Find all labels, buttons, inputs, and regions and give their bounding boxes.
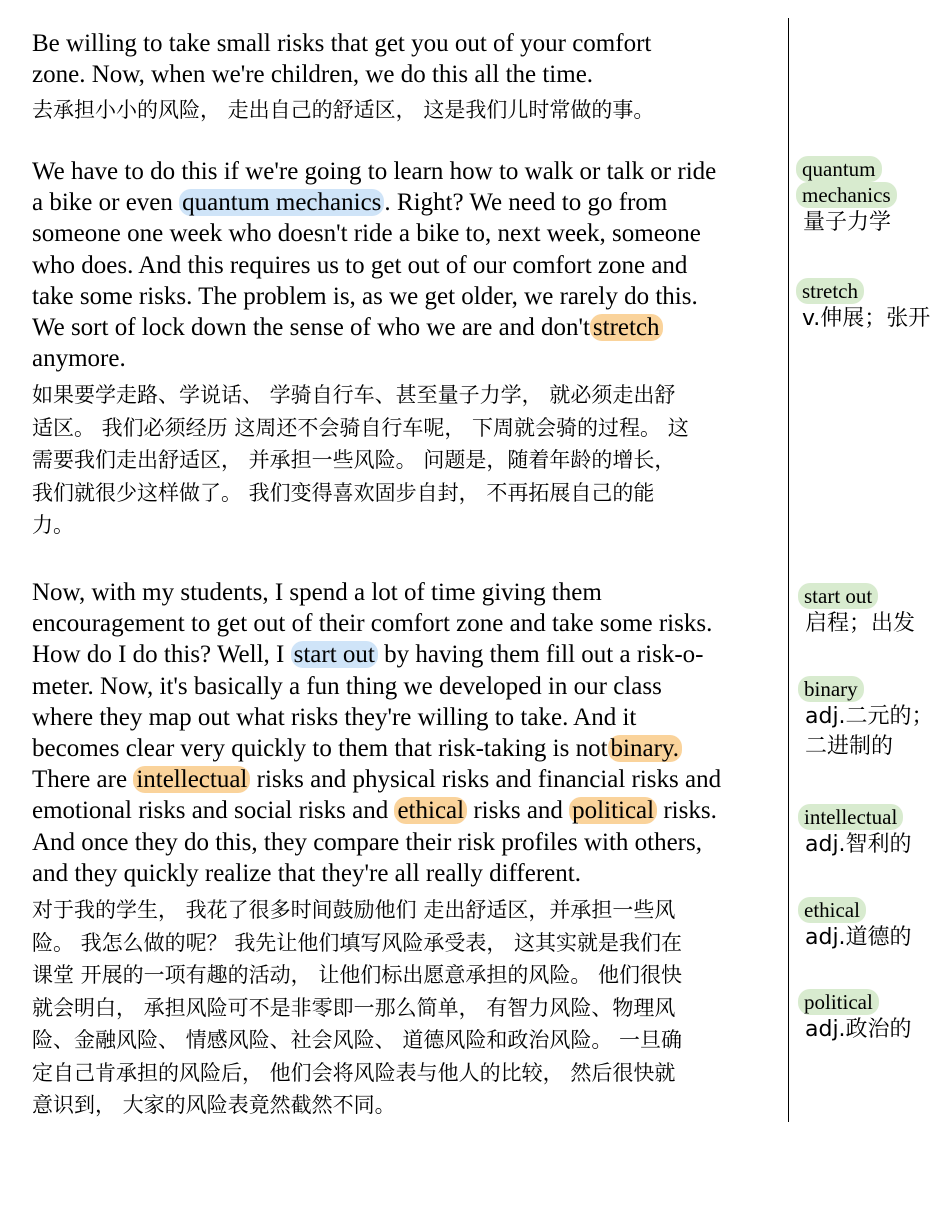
glossary-definition: adj.道德的 [805,925,912,950]
glossary-entry-quantum-mechanics [796,156,950,238]
glossary-term[interactable]: intellectual [798,804,903,830]
glossary-definition: v.伸展；张开 [802,306,931,331]
glossary-definition: 二进制的 [805,734,894,759]
glossary-entry-stretch [796,278,950,334]
text-line: 力。 [32,513,74,537]
highlight-binary[interactable]: binary. [608,735,683,762]
text-line: 适区。 我们必须经历 这周还不会骑自行车呢， 下周就会骑的过程。 这 [32,415,689,440]
text-line: 险、金融风险、 情感风险、社会风险、 道德风险和政治风险。 一旦确 [32,1028,683,1052]
glossary-term[interactable]: stretch [796,278,864,304]
text-line: where they map out what risks they're willing to take. And it [32,703,637,731]
glossary-entry-binary [796,676,950,762]
glossary-definition: adj.二元的； [805,704,934,729]
glossary-entry-ethical [796,897,950,953]
paragraph-2-chinese [32,379,784,542]
text-line: take some risks. The problem is, as we get older, we rarely do this. [32,282,698,310]
paragraph-1-chinese [32,94,784,127]
highlight-stretch[interactable]: stretch [590,314,663,341]
glossary-definition: 量子力学 [803,210,892,235]
highlight-quantum-mechanics[interactable]: quantum mechanics [179,189,384,216]
text-line: encouragement to get out of their comfort zone and take some risks. [32,610,713,638]
text-line: emotional risks and social risks and ethical risks and political risks. [32,797,717,825]
glossary-definition: adj.政治的 [805,1017,912,1042]
text-line: a bike or even quantum mechanics . Right? We need to go from [32,189,668,217]
glossary-term[interactable]: start out [798,583,878,609]
paragraph-2-english [32,156,784,374]
glossary-term[interactable]: quantum [796,156,882,182]
text-line: Be willing to take small risks that get you out of your comfort [32,30,652,57]
highlight-start-out[interactable]: start out [291,641,378,668]
column-divider [788,18,789,1122]
text-line: 险。 我怎么做的呢？ 我先让他们填写风险承受表， 这其实就是我们在 [32,930,683,955]
text-line: 如果要学走路、学说话、 学骑自行车、甚至量子力学， 就必须走出舒 [32,383,676,407]
text-line: 去承担小小的风险， 走出自己的舒适区， 这是我们儿时常做的事。 [32,98,655,122]
highlight-ethical[interactable]: ethical [394,797,467,824]
glossary-definition: adj.智利的 [805,832,912,857]
text-line: 定自己肯承担的风险后， 他们会将风险表与他人的比较， 然后很快就 [32,1060,676,1085]
text-line: Now, with my students, I spend a lot of time giving them [32,579,602,606]
glossary-definition: 启程；出发 [805,611,916,636]
text-line: 就会明白， 承担风险可不是非零即一那么简单， 有智力风险、物理风 [32,995,676,1020]
paragraph-3-chinese [32,894,784,1122]
highlight-intellectual[interactable]: intellectual [133,766,250,793]
text-line: 我们就很少这样做了。 我们变得喜欢固步自封， 不再拓展自己的能 [32,480,655,505]
glossary-entry-start-out [796,583,950,639]
glossary-term[interactable]: ethical [798,897,866,923]
glossary-entry-intellectual [796,804,950,860]
text-line: We have to do this if we're going to learn how to walk or talk or ride [32,158,717,185]
paragraph-1-english [32,28,784,90]
text-line: who does. And this requires us to get out of our comfort zone and [32,251,688,279]
text-line: meter. Now, it's basically a fun thing we developed in our class [32,672,662,700]
glossary-term[interactable]: mechanics [796,182,897,208]
text-line: becomes clear very quickly to them that risk-taking is not binary. [32,733,784,764]
glossary-term[interactable]: political [798,989,879,1015]
text-line: and they quickly realize that they're all really different. [32,859,581,887]
glossary-term[interactable]: binary [798,676,864,702]
text-line: There are intellectual risks and physical risks and financial risks and [32,766,722,794]
paragraph-3-english [32,577,784,889]
text-line: How do I do this? Well, I start out by having them fill out a risk-o- [32,641,704,669]
text-line: And once they do this, they compare their risk profiles with others, [32,828,702,856]
text-line: zone. Now, when we're children, we do this all the time. [32,61,594,89]
glossary-entry-political [796,989,950,1045]
text-line: We sort of lock down the sense of who we are and don't stretch [32,312,784,343]
text-line: 需要我们走出舒适区， 并承担一些风险。 问题是，随着年龄的增长， [32,448,676,472]
text-line: 意识到， 大家的风险表竟然截然不同。 [32,1093,396,1117]
text-line: someone one week who doesn't ride a bike to, next week, someone [32,220,701,248]
text-line: anymore. [32,345,126,373]
highlight-political[interactable]: political [569,797,657,824]
text-line: 对于我的学生， 我花了很多时间鼓励他们 走出舒适区，并承担一些风 [32,898,676,922]
text-line: 课堂 开展的一项有趣的活动， 让他们标出愿意承担的风险。 他们很快 [32,963,683,987]
